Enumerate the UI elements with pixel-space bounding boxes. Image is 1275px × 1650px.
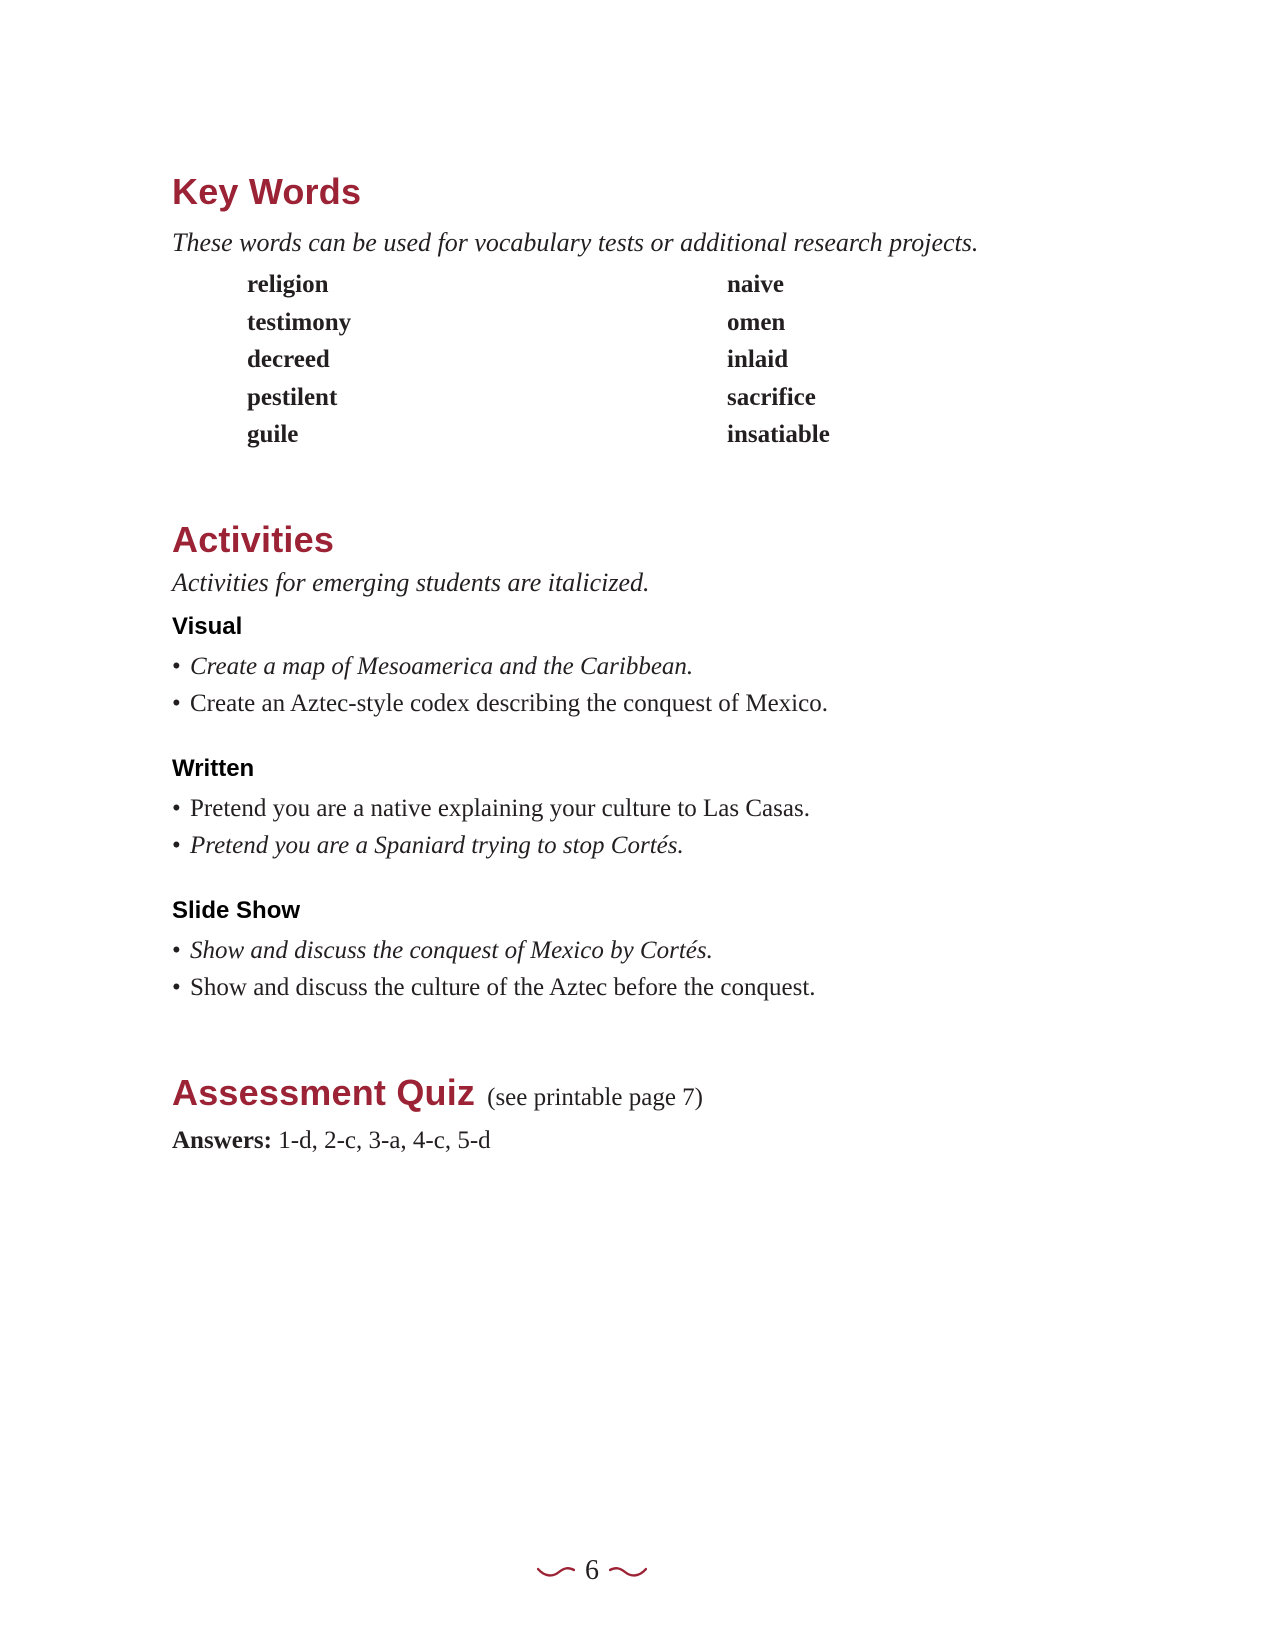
assessment-quiz-note: (see printable page 7): [487, 1084, 703, 1111]
key-word: guile: [247, 421, 299, 448]
activity-text: Pretend you are a native explaining your culture to Las Casas.: [190, 795, 810, 822]
activity-group-slide-show: [172, 896, 1072, 1006]
activities-heading: Activities: [172, 519, 335, 560]
key-words-heading: Key Words: [172, 171, 362, 212]
key-word: omen: [727, 308, 786, 336]
activity-group-written: [172, 754, 1072, 864]
key-word: decreed: [247, 346, 330, 373]
activity-text: Show and discuss the culture of the Aztec before the conquest.: [190, 974, 816, 1001]
swash-right-icon: [609, 1564, 647, 1578]
bullet: •: [172, 974, 181, 1001]
page-number-group: [537, 1551, 647, 1591]
activity-item: [172, 827, 1072, 864]
activity-list: [172, 790, 1072, 864]
key-word: testimony: [247, 308, 352, 336]
activity-group-visual: [172, 612, 1072, 722]
key-words-right-column: [727, 266, 830, 454]
key-word: religion: [247, 271, 329, 298]
activity-item: [172, 969, 1072, 1006]
activities-subtitle: Activities for emerging students are italicized.: [172, 568, 650, 597]
page-number: 6: [585, 1555, 599, 1586]
page-footer: [172, 1550, 1112, 1591]
assessment-quiz-row: [172, 1073, 703, 1113]
bullet: •: [172, 653, 181, 680]
activity-item: [172, 932, 1072, 969]
key-words-left-column: [247, 266, 351, 454]
activity-group-heading: Slide Show: [172, 897, 301, 924]
activity-text: Show and discuss the conquest of Mexico by Cortés.: [190, 937, 713, 964]
swash-left-icon: [537, 1564, 575, 1578]
answers-value: 1-d, 2-c, 3-a, 4-c, 5-d: [278, 1127, 491, 1154]
document-page: [172, 0, 1112, 1650]
key-word: naive: [727, 271, 784, 298]
key-words-subtitle: These words can be used for vocabulary tests or additional research projects.: [172, 228, 979, 257]
answers-label: Answers:: [172, 1127, 272, 1154]
key-word: inlaid: [727, 346, 789, 373]
activity-text: Pretend you are a Spaniard trying to stop Cortés.: [190, 832, 684, 859]
key-word: sacrifice: [727, 383, 816, 411]
activity-item: [172, 790, 1072, 827]
activity-text: Create a map of Mesoamerica and the Caribbean.: [190, 653, 694, 680]
key-word: insatiable: [727, 421, 830, 448]
bullet: •: [172, 690, 181, 717]
activity-item: [172, 648, 1072, 685]
answers-line: [172, 1124, 491, 1158]
activity-item: [172, 685, 1072, 722]
bullet: •: [172, 937, 181, 964]
activity-group-heading: Visual: [172, 613, 243, 640]
bullet: •: [172, 795, 181, 822]
activity-group-heading: Written: [172, 755, 255, 782]
assessment-quiz-heading: Assessment Quiz: [172, 1072, 476, 1113]
activity-list: [172, 932, 1072, 1006]
bullet: •: [172, 832, 181, 859]
activity-text: Create an Aztec-style codex describing the conquest of Mexico.: [190, 690, 828, 717]
activity-list: [172, 648, 1072, 722]
key-word: pestilent: [247, 383, 338, 411]
